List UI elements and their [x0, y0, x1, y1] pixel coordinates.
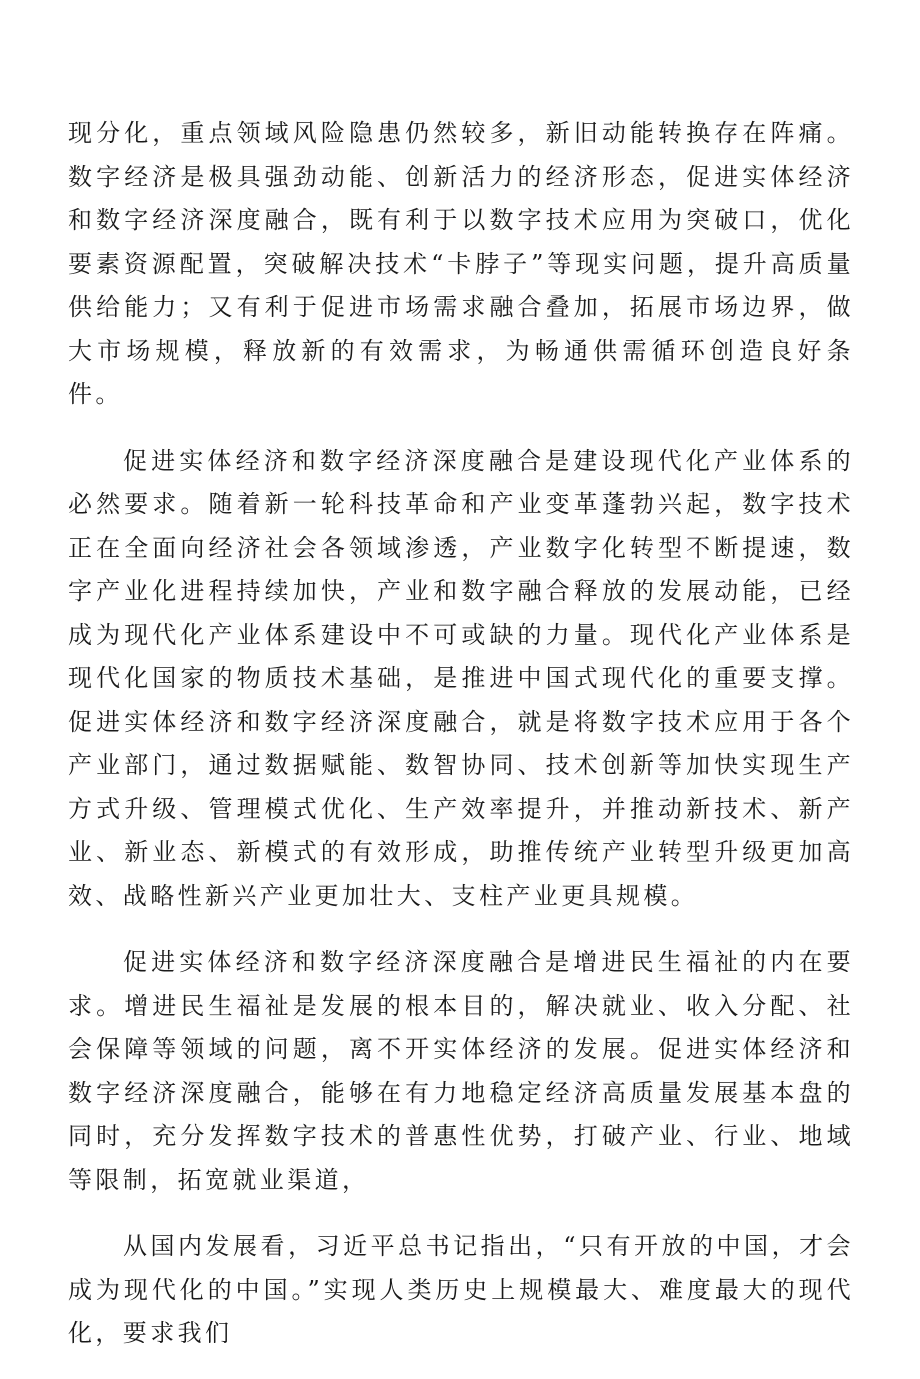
- document-page: [68, 112, 854, 1379]
- paragraph-1: 现分化，重点领域风险隐患仍然较多，新旧动能转换存在阵痛。数字经济是极具强劲动能、创新活力的经济形态，促进实体经济和数字经济深度融合，既有利于以数字技术应用为突破口，优化要素资源配置，突破解决技术“卡脖子”等现实问题，提升高质量供给能力；又有利于促进市场需求融合叠加，拓展市场边界，做大市场规模，释放新的有效需求，为畅通供需循环创造良好条件。: [68, 119, 854, 408]
- paragraph-3: 促进实体经济和数字经济深度融合是增进民生福祉的内在要求。增进民生福祉是发展的根本目的，解决就业、收入分配、社会保障等领域的问题，离不开实体经济的发展。促进实体经济和数字经济深度融合，能够在有力地稳定经济高质量发展基本盘的同时，充分发挥数字技术的普惠性优势，打破产业、行业、地域等限制，拓宽就业渠道，: [68, 948, 854, 1194]
- paragraph-2: 促进实体经济和数字经济深度融合是建设现代化产业体系的必然要求。随着新一轮科技革命和产业变革蓬勃兴起，数字技术正在全面向经济社会各领域渗透，产业数字化转型不断提速，数字产业化进程持续加快，产业和数字融合释放的发展动能，已经成为现代化产业体系建设中不可或缺的力量。现代化产业体系是现代化国家的物质技术基础，是推进中国式现代化的重要支撑。促进实体经济和数字经济深度融合，就是将数字技术应用于各个产业部门，通过数据赋能、数智协同、技术创新等加快实现生产方式升级、管理模式优化、生产效率提升，并推动新技术、新产业、新业态、新模式的有效形成，助推传统产业转型升级更加高效、战略性新兴产业更加壮大、支柱产业更具规模。: [68, 446, 854, 910]
- paragraph-4: 从国内发展看，习近平总书记指出，“只有开放的中国，才会成为现代化的中国。”实现人类历史上规模最大、难度最大的现代化，要求我们: [68, 1232, 854, 1347]
